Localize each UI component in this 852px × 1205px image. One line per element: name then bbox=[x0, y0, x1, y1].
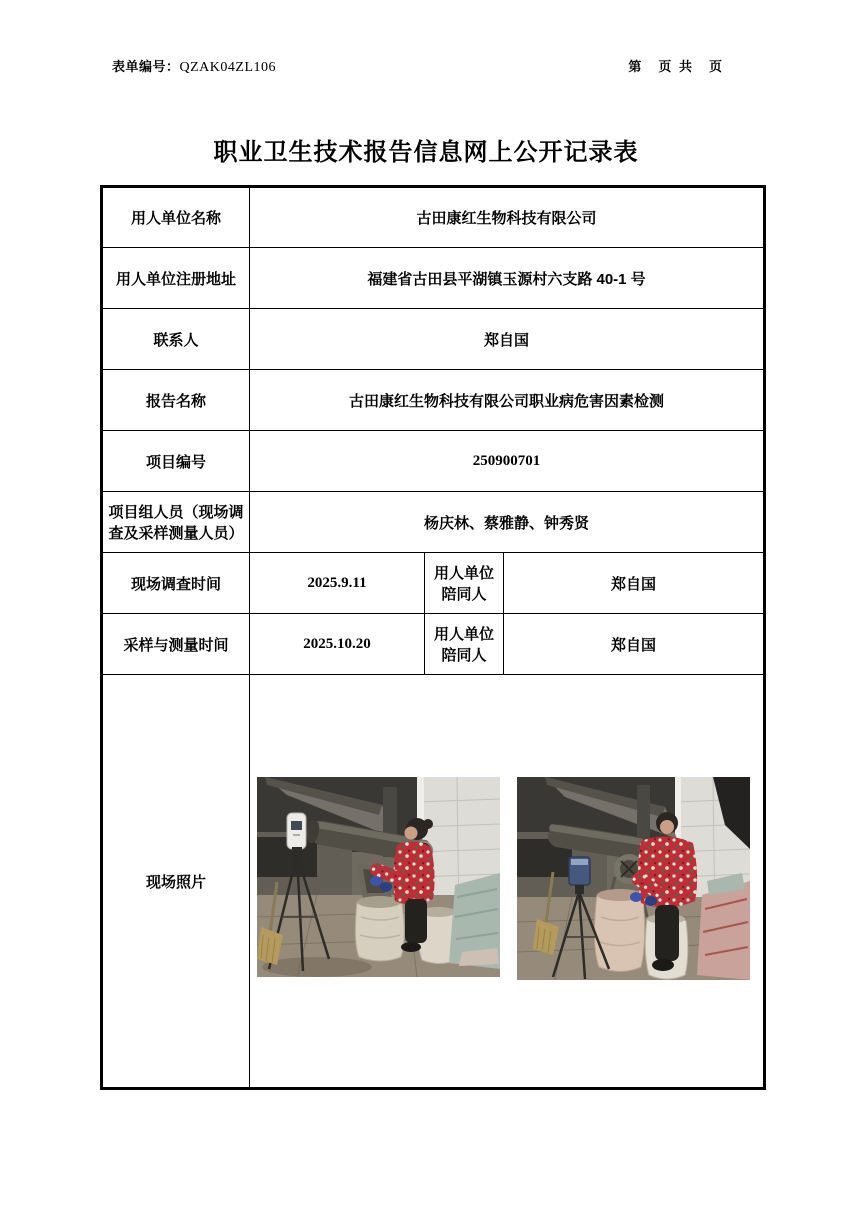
table-row-project-number bbox=[102, 431, 765, 492]
label-project-team: 项目组人员（现场调查及采样测量人员） bbox=[102, 492, 250, 553]
document-header bbox=[0, 56, 852, 78]
site-photos-cell bbox=[250, 675, 765, 1089]
table-row-contact-person bbox=[102, 309, 765, 370]
label-sampling-companion: 用人单位陪同人 bbox=[425, 614, 504, 675]
value-survey-companion: 郑自国 bbox=[504, 553, 765, 614]
label-report-name: 报告名称 bbox=[102, 370, 250, 431]
label-employer-name: 用人单位名称 bbox=[102, 187, 250, 248]
page-indicator: 第 页 共 页 bbox=[628, 59, 724, 74]
record-table bbox=[100, 185, 766, 1090]
table-row-sampling-date bbox=[102, 614, 765, 675]
value-registered-address: 福建省古田县平湖镇玉源村六支路 40-1 号 bbox=[250, 248, 765, 309]
page-title: 职业卫生技术报告信息网上公开记录表 bbox=[213, 139, 639, 166]
label-registered-address: 用人单位注册地址 bbox=[102, 248, 250, 309]
table-row-registered-address bbox=[102, 248, 765, 309]
label-project-number: 项目编号 bbox=[102, 431, 250, 492]
value-survey-date: 2025.9.11 bbox=[250, 553, 425, 614]
value-employer-name: 古田康红生物科技有限公司 bbox=[250, 187, 765, 248]
value-report-name: 古田康红生物科技有限公司职业病危害因素检测 bbox=[250, 370, 765, 431]
label-sampling-date: 采样与测量时间 bbox=[102, 614, 250, 675]
label-contact-person: 联系人 bbox=[102, 309, 250, 370]
value-project-team: 杨庆林、蔡雅静、钟秀贤 bbox=[250, 492, 765, 553]
form-number bbox=[112, 56, 276, 76]
site-photo-1 bbox=[257, 777, 500, 977]
table-row-project-team bbox=[102, 492, 765, 553]
label-site-photos: 现场照片 bbox=[102, 675, 250, 1089]
form-number-label: 表单编号： bbox=[112, 59, 180, 74]
site-photo-2 bbox=[517, 777, 750, 980]
table-row-site-photos bbox=[102, 675, 765, 1089]
value-sampling-date: 2025.10.20 bbox=[250, 614, 425, 675]
table-row-employer-name bbox=[102, 187, 765, 248]
table-row-survey-date bbox=[102, 553, 765, 614]
value-sampling-companion: 郑自国 bbox=[504, 614, 765, 675]
form-number-value: QZAK04ZL106 bbox=[179, 60, 277, 75]
table-row-report-name bbox=[102, 370, 765, 431]
value-project-number: 250900701 bbox=[250, 431, 765, 492]
label-survey-companion: 用人单位陪同人 bbox=[425, 553, 504, 614]
label-survey-date: 现场调查时间 bbox=[102, 553, 250, 614]
value-contact-person: 郑自国 bbox=[250, 309, 765, 370]
